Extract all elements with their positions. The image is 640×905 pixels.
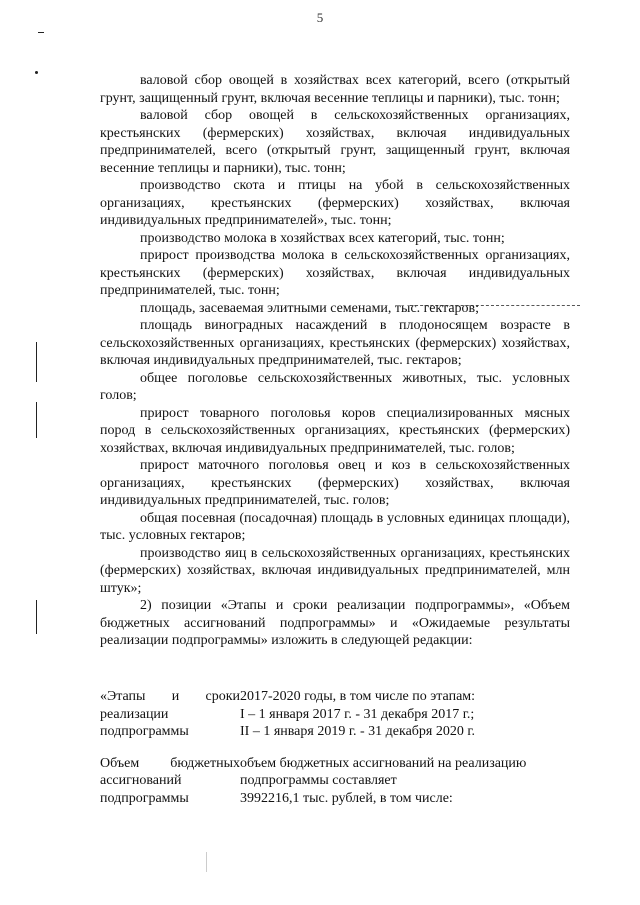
table-row	[100, 688, 570, 723]
paragraph: прирост маточного поголовья овец и коз в сельскохозяйственных организациях, крестьянских (фермерских) хозяйствах, включая индивидуальных предпринимателей, тыс. голов;	[100, 458, 570, 508]
document-body	[100, 72, 570, 650]
label-line: Объем бюджетных	[100, 755, 240, 771]
row-value	[240, 688, 570, 741]
row-label-last	[100, 772, 240, 807]
paragraph: прирост производства молока в сельскохозяйственных организациях, крестьянских (фермерских) хозяйствах, включая индивидуальных предпринимателей, тыс. тонн;	[100, 248, 570, 298]
value-line: 2017-2020 годы, в том числе по этапам:	[240, 689, 476, 704]
label-line: подпрограммы	[100, 790, 189, 806]
scan-artifact	[38, 32, 44, 33]
label-line: ассигнований	[100, 773, 182, 788]
paragraph: производство скота и птицы на убой в сельскохозяйственных организациях, крестьянских (фермерских) хозяйствах, включая индивидуальных предпринимателей», тыс. тонн;	[100, 178, 570, 228]
paragraph: общее поголовье сельскохозяйственных животных, тыс. условных голов;	[100, 370, 570, 403]
row-spacer	[100, 741, 570, 755]
value-line: подпрограммы составляет	[240, 773, 397, 788]
paragraph: площадь виноградных насаждений в плодоносящем возрасте в сельскохозяйственных организациях, крестьянских (фермерских) хозяйствах, включая индивидуальных предпринимателей, тыс. гектаров;	[100, 318, 570, 368]
label-line: «Этапы и сроки	[100, 689, 240, 704]
paragraph: площадь, засеваемая элитными семенами, тыс. гектаров;	[140, 300, 480, 316]
paragraph: 2) позиции «Этапы и сроки реализации подпрограммы», «Объем бюджетных ассигнований подпрограммы» и «Ожидаемые результаты реализации подпрограммы» изложить в следующей редакции:	[100, 598, 570, 648]
paragraph: валовой сбор овощей в хозяйствах всех категорий, всего (открытый грунт, защищенный грунт, включая весенние теплицы и парники), тыс. тонн;	[100, 73, 570, 106]
margin-line	[36, 600, 37, 634]
table-row	[100, 755, 570, 773]
paragraph: производство молока в хозяйствах всех категорий, тыс. тонн;	[140, 230, 505, 246]
value-line: объем бюджетных ассигнований на реализацию	[240, 755, 527, 771]
row-label-last	[100, 723, 240, 741]
subprogram-params-table	[100, 688, 570, 807]
value-line: II – 1 января 2019 г. - 31 декабря 2020 г.	[240, 724, 476, 739]
row-label	[100, 755, 240, 773]
paragraph: производство яиц в сельскохозяйственных организациях, крестьянских (фермерских) хозяйствах, включая индивидуальных предпринимателей, млн штук»;	[100, 545, 570, 596]
label-line: подпрограммы	[100, 724, 189, 739]
scan-artifact	[206, 852, 207, 872]
row-label	[100, 688, 240, 723]
paragraph: общая посевная (посадочная) площадь в условных единицах площади), тыс. условных гектаров;	[100, 510, 570, 543]
value-line: 3992216,1 тыс. рублей, в том числе:	[240, 790, 453, 806]
margin-line	[36, 342, 37, 382]
label-line: реализации	[100, 706, 169, 722]
margin-line	[36, 402, 37, 438]
scan-artifact	[35, 71, 38, 74]
paragraph: валовой сбор овощей в сельскохозяйственных организациях, крестьянских (фермерских) хозяйствах, включая индивидуальных предпринимателей, всего (открытый грунт, защищенный грунт, включая весенние теплицы и парники), тыс. тонн;	[100, 108, 570, 176]
row-value	[240, 755, 570, 808]
value-line: I – 1 января 2017 г. - 31 декабря 2017 г.;	[240, 706, 475, 722]
page-number: 5	[316, 10, 324, 25]
paragraph: прирост товарного поголовья коров специализированных мясных пород в сельскохозяйственных организациях, крестьянских (фермерских) хозяйствах, включая индивидуальных предпринимателей, тыс. голов;	[100, 405, 570, 456]
